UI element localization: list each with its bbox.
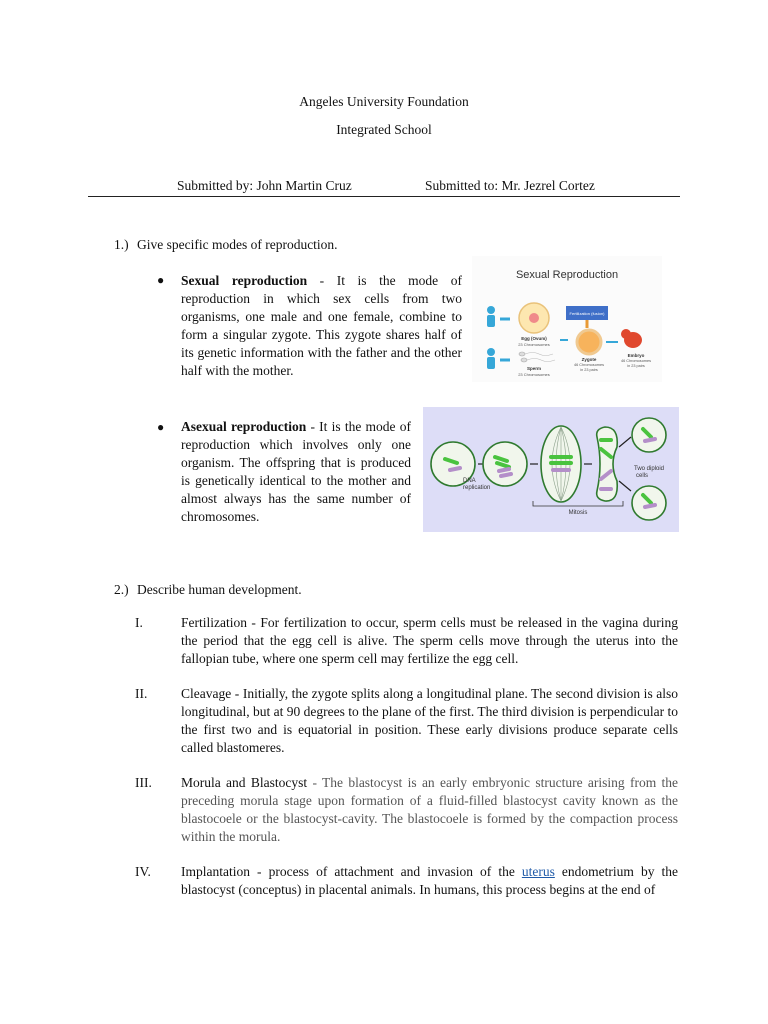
stage-numeral: II. xyxy=(135,686,148,701)
svg-text:46 Chromosomes: 46 Chromosomes xyxy=(574,363,604,367)
bullet-icon: ● xyxy=(157,420,165,434)
stage-implantation: Implantation - process of attachment and invasion of the uterus endometrium by the blastocyst (conceptus) in placental animals. In humans, this process begins at the end of xyxy=(181,864,678,897)
sexual-reproduction-figure xyxy=(472,256,662,382)
q2-number: 2.) xyxy=(114,582,129,597)
header-divider xyxy=(88,196,680,197)
asexual-text: - It is the mode of reproduction which involves only one organism. The offspring that is produced is genetically identical to the mother and almost always has the same number of chromosomes. xyxy=(181,419,411,524)
fig-sexual-title: Sexual Reproduction xyxy=(515,269,619,281)
q1-question: Give specific modes of reproduction. xyxy=(137,237,338,252)
svg-text:Sperm: Sperm xyxy=(526,366,542,371)
school-name: Integrated School xyxy=(336,122,432,137)
svg-text:23 Chromosomes: 23 Chromosomes xyxy=(518,342,550,347)
stage-cleavage: Cleavage - Initially, the zygote splits along a longitudinal plane. The second division is also longitudinal, but at 90 degrees to the plane of the first. The third division is perpendicular to the first two and is equatorial in position. These early divisions produce separate cells called blastomeres. xyxy=(181,686,678,755)
q1-number: 1.) xyxy=(114,237,129,252)
sexual-title: Sexual reproduction xyxy=(181,273,308,288)
sexual-reproduction-paragraph xyxy=(181,272,462,380)
svg-text:Zygote: Zygote xyxy=(581,357,597,362)
uterus-link[interactable]: uterus xyxy=(521,864,555,879)
svg-text:in 23 pairs: in 23 pairs xyxy=(580,368,598,372)
svg-text:Two diploid: Two diploid xyxy=(634,466,665,472)
svg-text:replication: replication xyxy=(463,485,491,491)
zygote-icon xyxy=(577,330,601,354)
svg-text:cells: cells xyxy=(636,473,649,479)
submitted-to: Submitted to: Mr. Jezrel Cortez xyxy=(425,178,595,193)
svg-text:DNA: DNA xyxy=(463,478,476,484)
q2-question: Describe human development. xyxy=(137,582,302,597)
stage-morula-blastocyst: Morula and Blastocyst - The blastocyst is an early embryonic structure arising from the preceding morula stage upon formation of a fluid-filled blastocyst cavity known as the blastocoele or the blastocyst-cavity. The blastocoele is formed by the compaction process within the morula. xyxy=(181,775,679,844)
institution-name: Angeles University Foundation xyxy=(299,94,469,109)
mitosis-figure xyxy=(423,407,679,532)
sexual-reproduction-diagram xyxy=(472,256,662,382)
bullet-icon: ● xyxy=(157,273,165,287)
submitted-by: Submitted by: John Martin Cruz xyxy=(177,178,352,193)
svg-text:46 Chromosomes: 46 Chromosomes xyxy=(621,359,651,363)
svg-text:Embryo: Embryo xyxy=(627,353,645,358)
svg-text:in 23 pairs: in 23 pairs xyxy=(627,364,645,368)
svg-text:Mitosis: Mitosis xyxy=(568,510,588,516)
svg-text:23 Chromosomes: 23 Chromosomes xyxy=(518,372,550,377)
stage-fertilization: Fertilization - For fertilization to occur, sperm cells must be released in the vagina during the period that the egg cell is alive. The sperm cells move through the uterus into the fallopian tube, where one sperm cell may fertilize the egg cell. xyxy=(181,615,678,666)
stage-numeral: I. xyxy=(135,615,143,630)
mitosis-diagram xyxy=(423,407,679,532)
svg-text:Fertilization (fusion): Fertilization (fusion) xyxy=(569,311,605,316)
stage-numeral: IV. xyxy=(135,864,151,879)
asexual-title: Asexual reproduction xyxy=(181,419,307,434)
asexual-reproduction-paragraph xyxy=(181,418,411,526)
stage-numeral: III. xyxy=(135,775,152,790)
sexual-text: - It is the mode of reproduction in which sex cells from two organisms, one male and one female, combine to form a singular zygote. This zygote shares half of its genetic information with the father and the other half with the mother. xyxy=(181,273,462,378)
svg-text:Egg (Ovum): Egg (Ovum) xyxy=(521,336,547,341)
